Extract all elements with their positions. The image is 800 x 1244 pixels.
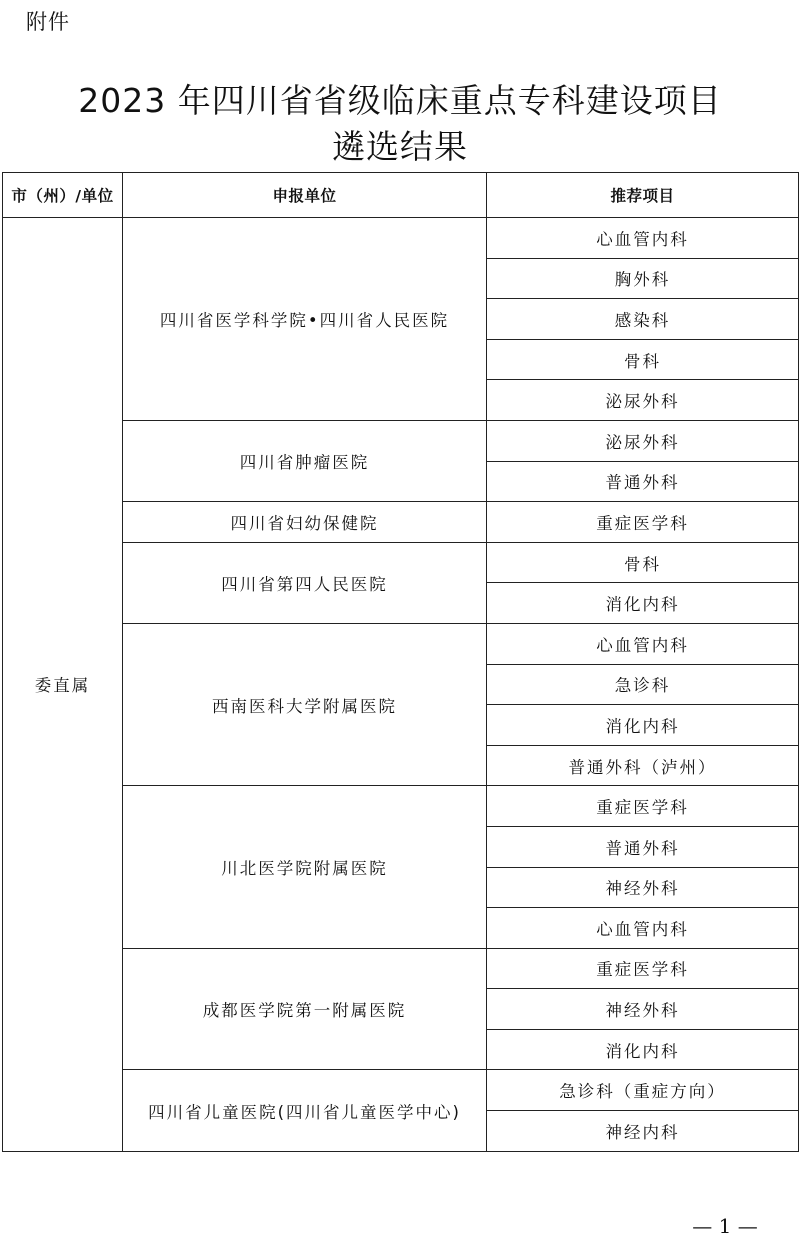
project-cell: 泌尿外科 [487,420,799,461]
unit-cell: 西南医科大学附属医院 [123,623,487,785]
project-cell: 神经外科 [487,867,799,908]
page-number: — 1 — [692,1214,758,1238]
table-row [3,542,799,583]
title-line-2: 遴选结果 [332,127,468,166]
project-cell: 骨科 [487,339,799,380]
table-row [3,420,799,461]
project-cell: 重症医学科 [487,502,799,543]
project-cell: 神经内科 [487,1111,799,1152]
project-cell: 感染科 [487,299,799,340]
unit-cell: 四川省医学科学院•四川省人民医院 [123,218,487,421]
project-cell: 急诊科 [487,664,799,705]
unit-cell: 川北医学院附属医院 [123,786,487,948]
table-row [3,786,799,827]
table-row [3,218,799,259]
project-cell: 重症医学科 [487,948,799,989]
project-cell: 消化内科 [487,1029,799,1070]
project-cell: 心血管内科 [487,623,799,664]
project-cell: 骨科 [487,542,799,583]
project-cell: 普通外科（泸州） [487,745,799,786]
table-row [3,623,799,664]
table-row [3,1070,799,1111]
project-cell: 重症医学科 [487,786,799,827]
table-row [3,502,799,543]
table-row [3,948,799,989]
project-cell: 泌尿外科 [487,380,799,421]
project-cell: 急诊科（重症方向） [487,1070,799,1111]
project-cell: 神经外科 [487,989,799,1030]
header-unit: 申报单位 [123,173,487,218]
project-cell: 普通外科 [487,826,799,867]
project-cell: 心血管内科 [487,908,799,949]
project-cell: 心血管内科 [487,218,799,259]
unit-cell: 成都医学院第一附属医院 [123,948,487,1070]
header-row [3,173,799,218]
unit-cell: 四川省妇幼保健院 [123,502,487,543]
project-cell: 普通外科 [487,461,799,502]
project-cell: 消化内科 [487,583,799,624]
unit-cell: 四川省肿瘤医院 [123,420,487,501]
unit-cell: 四川省第四人民医院 [123,542,487,623]
header-city: 市（州）/单位 [3,173,123,218]
project-cell: 胸外科 [487,258,799,299]
table-body [3,218,799,1152]
header-project: 推荐项目 [487,173,799,218]
city-cell: 委直属 [3,218,123,1152]
result-table [2,172,799,1152]
title-line-1: 2023 年四川省省级临床重点专科建设项目 [78,81,722,120]
unit-cell: 四川省儿童医院(四川省儿童医学中心) [123,1070,487,1151]
project-cell: 消化内科 [487,705,799,746]
attachment-label: 附件 [26,10,70,34]
